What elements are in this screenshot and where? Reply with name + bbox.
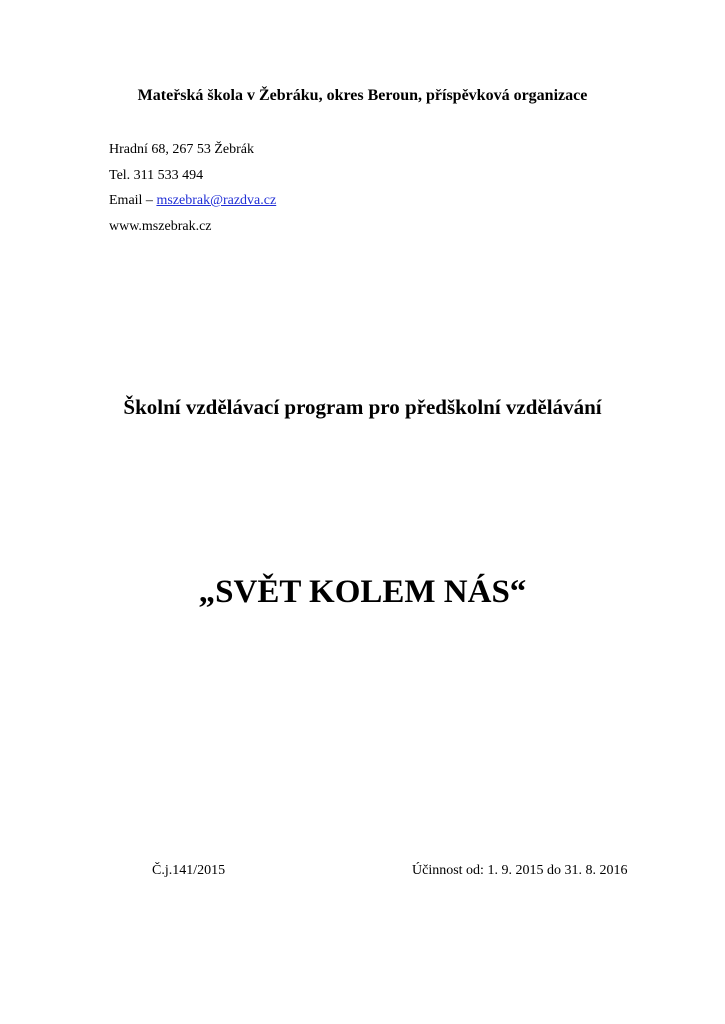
email-line bbox=[109, 188, 276, 214]
email-label: Email – bbox=[109, 193, 157, 208]
validity-period: Účinnost od: 1. 9. 2015 do 31. 8. 2016 bbox=[412, 863, 628, 878]
address-line: Hradní 68, 267 53 Žebrák bbox=[109, 142, 255, 157]
contact-block bbox=[109, 137, 276, 239]
main-title: „SVĚT KOLEM NÁS“ bbox=[198, 574, 527, 610]
reference-number: Č.j.141/2015 bbox=[152, 863, 226, 878]
organization-heading: Mateřská škola v Žebráku, okres Beroun, příspěvková organizace bbox=[137, 87, 588, 104]
program-title: Školní vzdělávací program pro předškolní vzdělávání bbox=[123, 395, 602, 419]
email-link[interactable]: mszebrak@razdva.cz bbox=[156, 193, 277, 208]
website-line: www.mszebrak.cz bbox=[109, 218, 212, 234]
phone-line: Tel. 311 533 494 bbox=[109, 167, 204, 183]
